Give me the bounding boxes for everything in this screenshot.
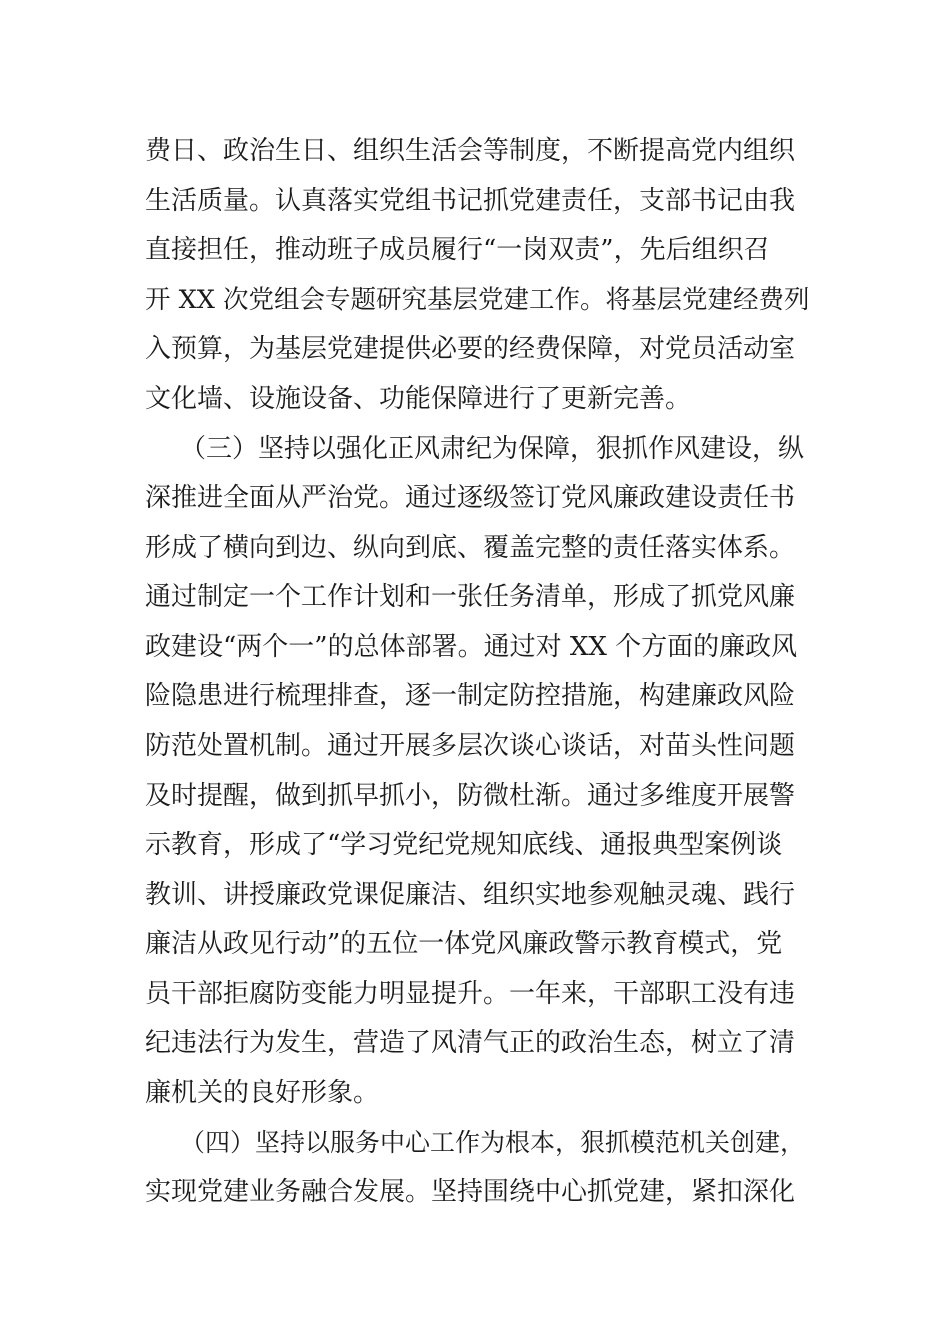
text-line: 廉机关的良好形象。 [145, 1078, 380, 1108]
text-line: 费日、政治生日、组织生活会等制度，不断提高党内组织 [145, 136, 796, 166]
text-line: 员干部拒腐防变能力明显提升。一年来，干部职工没有违 [145, 979, 796, 1009]
text-line: 防范处置机制。通过开展多层次谈心谈话，对苗头性问题 [145, 731, 796, 761]
text-line: 形成了横向到边、纵向到底、覆盖完整的责任落实体系。 [145, 533, 796, 563]
text-line: 政建设“两个一”的总体部署。通过对 XX 个方面的廉政风 [145, 632, 798, 662]
text-line: 开 XX 次党组会专题研究基层党建工作。将基层党建经费列 [145, 285, 810, 315]
text-line: 直接担任，推动班子成员履行“一岗双责”，先后组织召 [145, 235, 770, 265]
text-line: 示教育，形成了“学习党纪党规知底线、通报典型案例谈 [145, 830, 783, 860]
text-line: 通过制定一个工作计划和一张任务清单，形成了抓党风廉 [145, 582, 796, 612]
text-line: 及时提醒，做到抓早抓小，防微杜渐。通过多维度开展警 [145, 781, 796, 811]
text-line: 实现党建业务融合发展。坚持围绕中心抓党建，紧扣深化 [145, 1177, 796, 1207]
text-line: 险隐患进行梳理排查，逐一制定防控措施，构建廉政风险 [145, 681, 796, 711]
text-line: 文化墙、设施设备、功能保障进行了更新完善。 [145, 384, 692, 414]
text-line: 纪违法行为发生，营造了风清气正的政治生态，树立了清 [145, 1028, 796, 1058]
text-line: 生活质量。认真落实党组书记抓党建责任，支部书记由我 [145, 186, 796, 216]
paragraph-heading-3: （三）坚持以强化正风肃纪为保障，狠抓作风建设，纵 [180, 434, 805, 464]
text-line: 入预算，为基层党建提供必要的经费保障，对党员活动室 [145, 334, 796, 364]
paragraph-heading-4: （四）坚持以服务中心工作为根本，狠抓模范机关创建， [180, 1128, 806, 1157]
text-line: 廉洁从政见行动”的五位一体党风廉政警示教育模式，党 [145, 929, 783, 959]
text-line: 教训、讲授廉政党课促廉洁、组织实地参观触灵魂、践行 [145, 880, 796, 910]
text-line: 深推进全面从严治党。通过逐级签订党风廉政建设责任书 [145, 483, 796, 513]
